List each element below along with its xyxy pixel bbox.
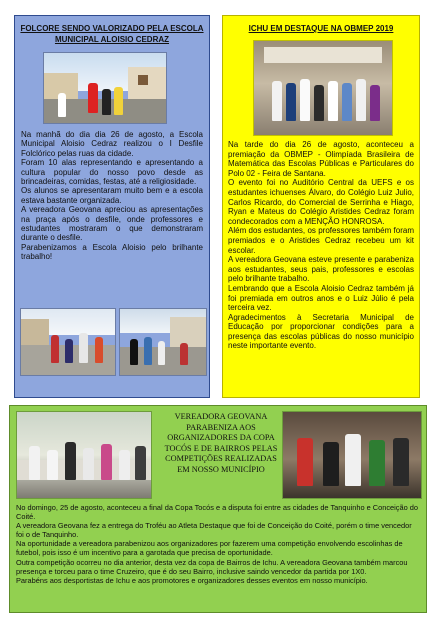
folklore-article xyxy=(14,15,210,398)
paragraph: O evento foi no Auditório Central da UEFS e os estudantes ichuenses Álvaro, do Colégio Luiz Julio, Carlos Ricardo, do Comercial de Serrinha e Hiago, Ryan e Mateus do Colégio Aristides Cedraz foram condecorados com a MENÇÃO HONROSA. xyxy=(228,178,414,226)
paragraph: Na tarde do dia 26 de agosto, aconteceu a premiação da OBMEP - Olimpíada Brasileira de Matemática das Escolas Públicas e Particulares do Polo 02 - Feira de Santana. xyxy=(228,140,414,178)
paragraph: Foram 10 alas representando e apresentando a cultura popular do nosso povo desde as brincadeiras, comidas, festas, até a religiosidade. xyxy=(21,158,203,187)
paragraph: Na oportunidade a vereadora parabenizou aos organizadores por fazerem uma competição envolvendo escolinhas de futebol, pois isso é um incentivo para a garotada que precisa de oportunidade. xyxy=(16,539,403,558)
paragraph: Outra competição ocorreu no dia anterior, desta vez da copa de Bairros de Ichu. A vereadora Geovana também marcou presença e torceu para o time Cruzeiro, que é do seu Bairro, inclusive saindo vencedor da partida por 1X0. xyxy=(16,557,408,576)
obmep-article-title: ICHU EM DESTAQUE NA OBMEP 2019 xyxy=(248,24,394,33)
copa-tocos-article xyxy=(9,405,427,613)
folklore-article-body xyxy=(21,130,203,262)
paragraph: A vereadora Geovana fez a entrega do Troféu ao Atleta Destaque que foi de Conceição do Coité, porém o time vencedor foi o de Tanquinho. xyxy=(16,521,412,540)
trophy-photo xyxy=(282,411,422,499)
paragraph: No domingo, 25 de agosto, aconteceu a final da Copa Tocós e a disputa foi entre as cidades de Tanquinho e Conceição do Coité. xyxy=(16,503,418,522)
obmep-award-photo xyxy=(253,40,393,136)
copa-tocos-article-title: VEREADORA GEOVANA PARABENIZA AOS ORGANIZADORES DA COPA TOCÓS E DE BAIRROS PELAS COMPETIÇÕES REALIZADAS EM NOSSO MUNICÍPIO xyxy=(164,412,278,474)
folklore-street-photo xyxy=(20,308,116,376)
folklore-parade-photo xyxy=(43,52,167,124)
paragraph: Além dos estudantes, os professores também foram premiados e o Aristides Cedraz recebeu um kit escolar. xyxy=(228,226,414,255)
paragraph: Lembrando que a Escola Aloisio Cedraz também já foi premiada em outros anos e o Luiz Júlio é pela terceira vez. xyxy=(228,283,414,313)
paragraph: Agradecimentos à Secretaria Municipal de Educação por proporcionar condições para a presença das escolas públicas do nosso município neste importante evento. xyxy=(228,312,414,351)
folklore-article-title: FOLCORE SENDO VALORIZADO PELA ESCOLA MUNICIPAL ALOISIO CEDRAZ xyxy=(20,24,204,44)
team-group-photo xyxy=(16,411,152,499)
obmep-article-body xyxy=(228,140,414,351)
paragraph: Parabenizamos a Escola Aloisio pelo brilhante trabalho! xyxy=(21,242,203,262)
paragraph: A vereadora Geovana esteve presente e parabeniza aos estudantes, seus pais, professores e escolas pelo brilhante trabalho. xyxy=(228,255,414,284)
paragraph: A vereadora Geovana apreciou as apresentações na praça após o desfile, onde professores e estudantes mostraram o que demonstraram durante o desfile. xyxy=(21,205,203,243)
paragraph: Os alunos se apresentaram muito bem e a escola estava bastante organizada. xyxy=(21,186,203,205)
paragraph: Na manhã do dia dia 26 de agosto, a Escola Municipal Aloisio Cedraz realizou o I Desfile Folclórico pelas ruas da cidade. xyxy=(21,130,203,158)
copa-tocos-article-body xyxy=(16,503,420,585)
paragraph: Parabéns aos desportistas de Ichu e aos promotores e organizadores desses eventos em nosso município. xyxy=(16,575,368,585)
obmep-article xyxy=(222,15,420,398)
folklore-crowd-photo xyxy=(119,308,207,376)
